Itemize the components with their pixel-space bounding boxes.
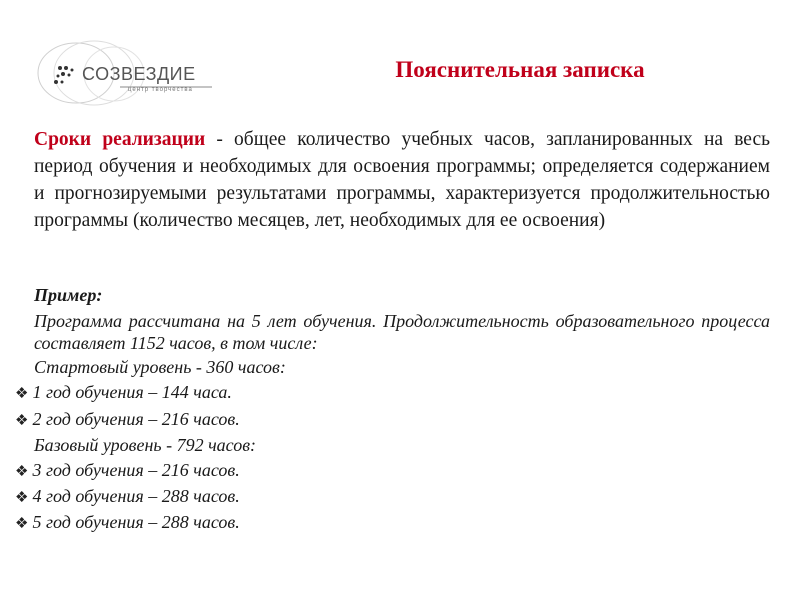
base-level-heading: Базовый уровень - 792 часов: [34, 435, 257, 455]
list-item: ❖ 1 год обучения – 144 часа. [15, 382, 232, 402]
list-item: ❖ 5 год обучения – 288 часов. [15, 512, 240, 532]
term-lead: Сроки реализации [34, 129, 206, 150]
diamond-bullet-icon: ❖ [15, 490, 29, 506]
start-level-heading: Стартовый уровень - 360 часов: [34, 357, 286, 377]
diamond-bullet-icon: ❖ [15, 464, 29, 480]
diamond-bullet-icon: ❖ [15, 413, 29, 429]
definition-paragraph [34, 126, 770, 234]
logo-subtitle: центр творчества [128, 87, 193, 93]
example-text: Программа рассчитана на 5 лет обучения. Продолжительность образовательного процесса составляет 1152 часов, в том числе: [34, 311, 770, 353]
list-item: ❖ 3 год обучения – 216 часов. [15, 460, 240, 480]
list-item: ❖ 2 год обучения – 216 часов. [15, 409, 240, 429]
page-title: Пояснительная записка [395, 57, 645, 82]
example-heading: Пример: [34, 285, 103, 305]
list-item: ❖ 4 год обучения – 288 часов. [15, 486, 240, 506]
logo-name: СОЗВЕЗДИЕ [82, 64, 196, 84]
diamond-bullet-icon: ❖ [15, 516, 29, 532]
diamond-bullet-icon: ❖ [15, 386, 29, 402]
definition-text: - общее количество учебных часов, запланированных на весь период обучения и необходимых для освоения программы; определяется содержанием и прогнозируемыми результатами программы, характеризуется продолжительностью программы (количество месяцев, лет, необходимых для ее освоения) [34, 129, 770, 231]
